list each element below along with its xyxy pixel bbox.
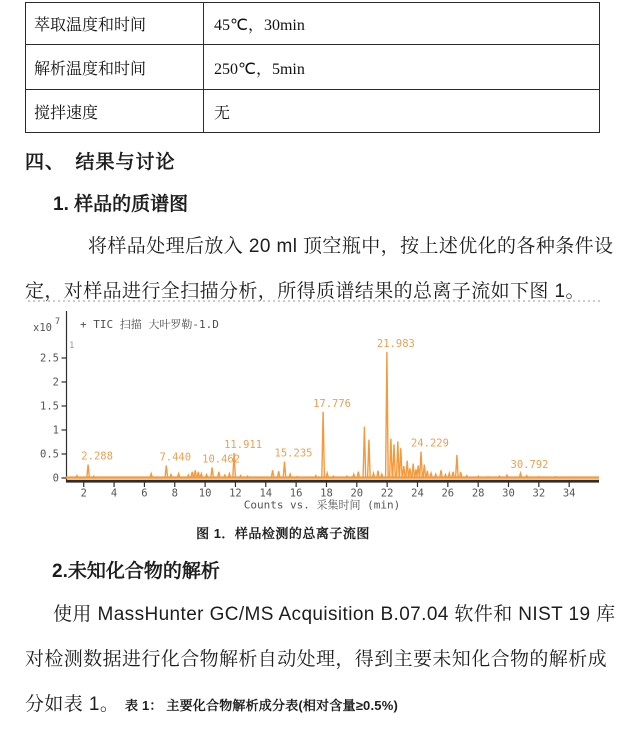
- svg-text:17.776: 17.776: [313, 397, 352, 410]
- paragraph2-line3: [25, 689, 398, 716]
- table-row: [26, 45, 600, 90]
- svg-text:18: 18: [320, 487, 333, 500]
- tic-chromatogram-chart: [0, 298, 626, 518]
- svg-text:7.440: 7.440: [159, 451, 192, 464]
- svg-text:7: 7: [55, 317, 61, 327]
- svg-text:0.5: 0.5: [40, 448, 59, 461]
- param-label: 解析温度和时间: [26, 45, 204, 90]
- svg-text:11.911: 11.911: [224, 439, 263, 452]
- svg-text:24: 24: [411, 487, 424, 500]
- paragraph2-line3-text: 分如表 1。: [25, 694, 120, 715]
- svg-text:16: 16: [289, 487, 303, 500]
- svg-text:20: 20: [350, 487, 364, 500]
- svg-text:Counts vs. 采集时间 (min): Counts vs. 采集时间 (min): [243, 498, 401, 512]
- svg-text:22: 22: [380, 487, 394, 500]
- svg-text:26: 26: [441, 487, 455, 500]
- svg-text:30.792: 30.792: [510, 459, 549, 472]
- svg-text:1: 1: [69, 341, 75, 351]
- svg-text:10.462: 10.462: [202, 453, 241, 466]
- extraction-parameters-table: [25, 2, 600, 133]
- svg-text:8: 8: [171, 487, 178, 500]
- param-value: 250℃，5min: [204, 45, 600, 90]
- figure-caption: 图 1．样品检测的总离子流图: [196, 526, 370, 541]
- table-row: [26, 3, 600, 45]
- param-label: 萃取温度和时间: [26, 3, 204, 45]
- table-row: [26, 90, 600, 133]
- param-value: 45℃，30min: [204, 3, 600, 45]
- svg-text:30: 30: [502, 487, 515, 500]
- svg-text:12: 12: [229, 487, 242, 500]
- subsection-heading-mass-spectrum: 1. 样品的质谱图: [53, 194, 189, 215]
- svg-text:15.235: 15.235: [274, 447, 313, 460]
- paragraph1-line1: 将样品处理后放入 20 ml 顶空瓶中，按上述优化的各种条件设: [88, 236, 614, 257]
- svg-text:34: 34: [562, 487, 576, 500]
- svg-text:6: 6: [141, 487, 148, 500]
- table1-caption: 表 1： 主要化合物解析成分表(相对含量≥0.5%): [124, 698, 399, 713]
- svg-text:+ TIC 扫描 大叶罗勒-1.D: + TIC 扫描 大叶罗勒-1.D: [80, 318, 219, 331]
- svg-text:4: 4: [110, 487, 118, 500]
- svg-text:2.288: 2.288: [81, 450, 113, 463]
- svg-text:28: 28: [471, 487, 485, 500]
- paragraph1-line2: 定，对样品进行全扫描分析，所得质谱结果的总离子流如下图 1。: [25, 281, 585, 302]
- svg-text:x10: x10: [33, 322, 52, 334]
- params-table-body: [26, 3, 600, 133]
- subsection-heading-unknown-compounds: 2.未知化合物的解析: [52, 561, 220, 582]
- svg-text:14: 14: [259, 487, 273, 500]
- param-label: 搅拌速度: [26, 90, 204, 133]
- param-value: 无: [204, 90, 600, 133]
- section-heading-results: 四、 结果与讨论: [25, 152, 176, 173]
- svg-text:32: 32: [532, 487, 546, 500]
- svg-text:1.5: 1.5: [40, 400, 59, 413]
- svg-text:0: 0: [52, 472, 59, 485]
- svg-text:24.229: 24.229: [410, 437, 449, 450]
- svg-text:10: 10: [198, 487, 212, 500]
- svg-text:2: 2: [80, 487, 87, 500]
- svg-text:1: 1: [52, 424, 59, 437]
- svg-text:2.5: 2.5: [40, 352, 59, 365]
- paragraph2-line1: 使用 MassHunter GC/MS Acquisition B.07.04 软件和 NIST 19 库: [53, 604, 616, 625]
- svg-text:21.983: 21.983: [376, 337, 415, 350]
- paragraph2-line2: 对检测数据进行化合物解析自动处理，得到主要未知化合物的解析成: [25, 649, 608, 670]
- svg-text:2: 2: [52, 376, 59, 389]
